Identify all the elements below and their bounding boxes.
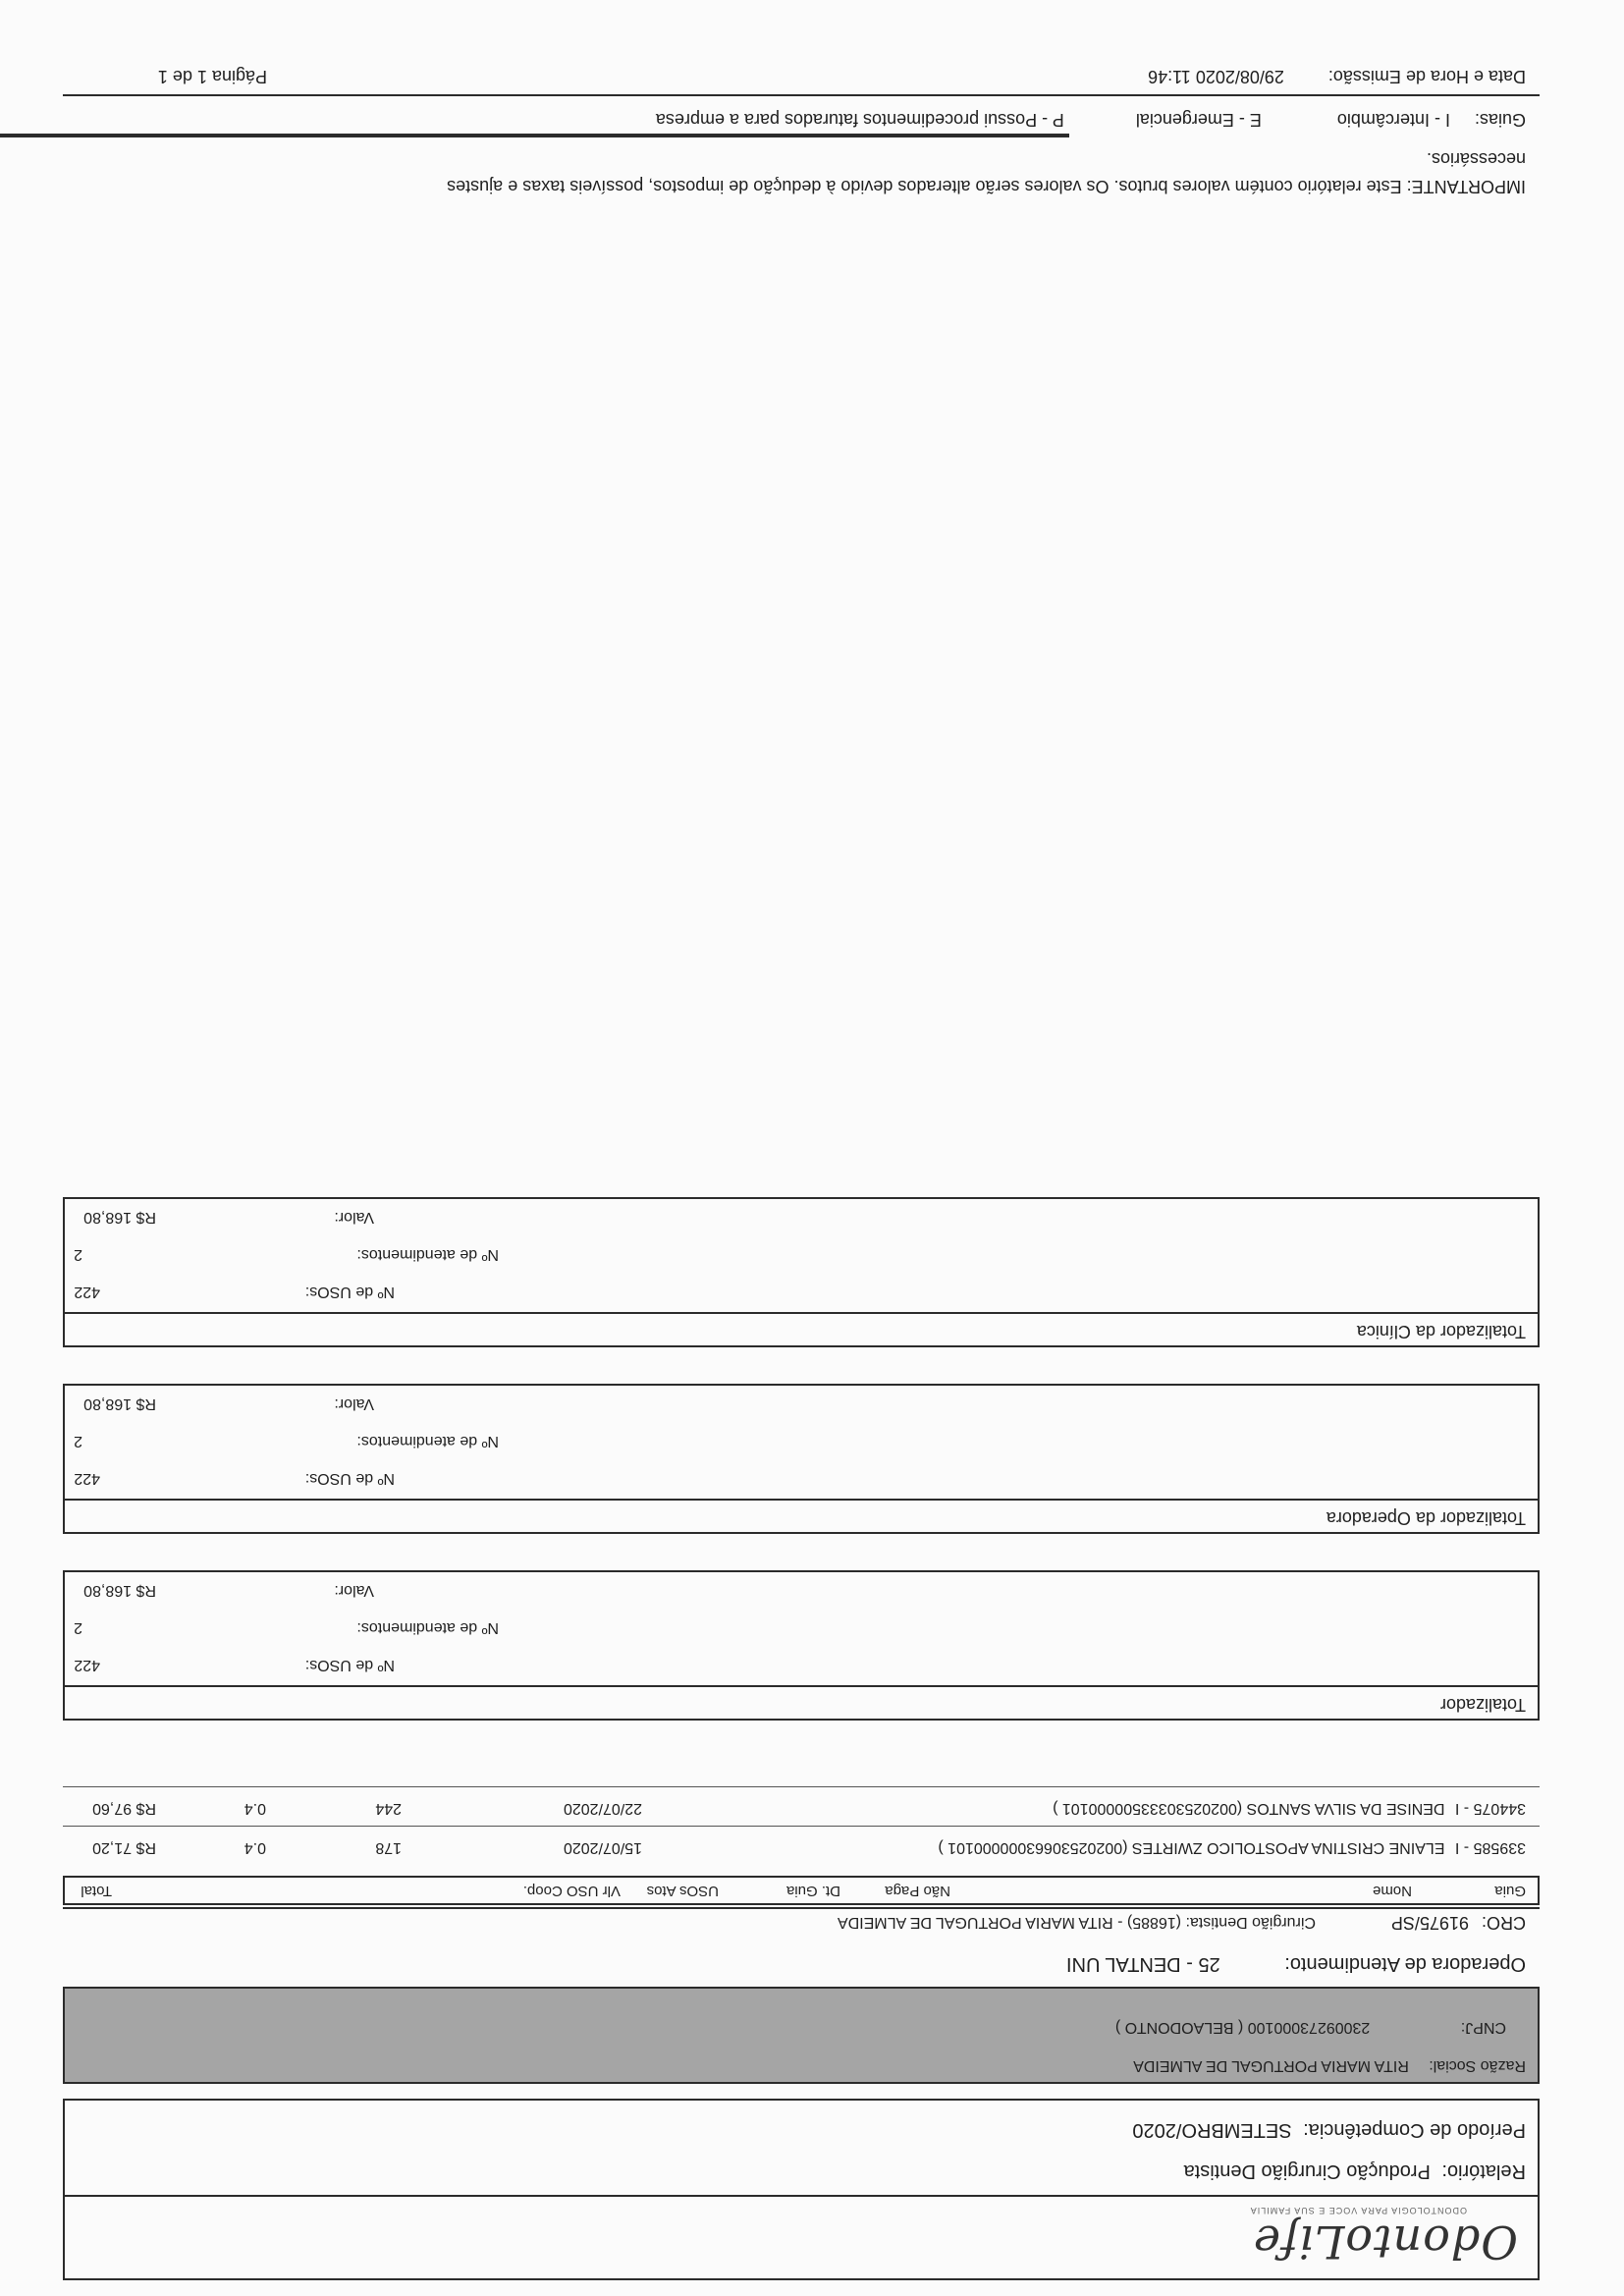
- row1-total: R$ 71,20: [92, 1839, 156, 1856]
- col-dt-guia: Dt. Guia: [785, 1883, 840, 1899]
- totalizador-operadora-atend-label: Nº de atendimentos:: [356, 1433, 499, 1449]
- footer-divider: [63, 94, 1540, 96]
- row1-guia-nome: [938, 1838, 1526, 1856]
- emissao-label: Data e Hora de Emissão:: [1327, 67, 1526, 86]
- periodo-value: SETEMBRO/2020: [1132, 2119, 1292, 2141]
- totalizador-valor-value: R$ 168,80: [83, 1582, 156, 1599]
- row2-total: R$ 97,60: [92, 1800, 156, 1817]
- cro-divider: [63, 1907, 1540, 1909]
- totalizador-usos-value: 422: [74, 1657, 100, 1673]
- razao-line: [1133, 2056, 1526, 2074]
- totalizador-atend-value: 2: [74, 1619, 82, 1636]
- relatorio-value: Produção Cirurgião Dentista: [1183, 2160, 1431, 2182]
- totalizador-clinica-valor-label: Valor:: [334, 1209, 374, 1226]
- totalizador-operadora-usos-label: Nº de USOs:: [304, 1470, 395, 1487]
- totalizador-valor-label: Valor:: [334, 1582, 374, 1599]
- row1-guia: 339585 - I: [1454, 1839, 1526, 1856]
- guia-intercambio: I - Intercâmbio: [1336, 110, 1450, 130]
- relatorio-line: [1184, 2159, 1526, 2182]
- logo-text: OdontoLife: [1252, 2215, 1518, 2269]
- totalizador-title: Totalizador: [1439, 1695, 1526, 1715]
- totalizador-operadora-atend-value: 2: [74, 1433, 82, 1449]
- row2-usos: 244: [375, 1800, 402, 1817]
- logo: [1113, 2204, 1526, 2274]
- cnpj-label: CNPJ:: [1460, 2019, 1506, 2036]
- guias-line: [656, 109, 1526, 130]
- totalizador-operadora-title: Totalizador da Operadora: [1326, 1508, 1526, 1528]
- totalizador-usos-label: Nº de USOs:: [304, 1657, 395, 1673]
- row2-nome: DENISE DA SILVA SANTOS (00202530333500000101 ): [1053, 1800, 1445, 1817]
- cirurgiao-label: Cirurgião Dentista:: [1185, 1914, 1316, 1931]
- totalizador-clinica-usos-value: 422: [74, 1284, 100, 1300]
- col-vlr-uso: Vlr USO Coop.: [522, 1883, 621, 1899]
- col-total: Total: [81, 1883, 112, 1899]
- cro-line: [1391, 1912, 1526, 1933]
- totalizador-operadora-valor-value: R$ 168,80: [83, 1395, 156, 1412]
- cro-label: CRO:: [1482, 1913, 1526, 1933]
- periodo-line: [1132, 2118, 1526, 2141]
- col-nome: Nome: [1372, 1883, 1412, 1899]
- page-number: Página 1 de 1: [157, 67, 267, 86]
- operadora-value: 25 - DENTAL UNI: [1066, 1953, 1220, 1975]
- row2-guia: 344075 - I: [1454, 1800, 1526, 1817]
- col-usos: USOs Atos: [646, 1883, 719, 1899]
- logo-tagline: ODONTOLOGIA PARA VOCE E SUA FAMILIA: [1249, 2206, 1467, 2215]
- emissao-value: 29/08/2020 11:46: [1148, 67, 1284, 86]
- importante-line-2: necessários.: [1426, 149, 1526, 169]
- col-nao-paga: Não Paga: [885, 1883, 950, 1899]
- totalizador-operadora-box: [63, 1384, 1540, 1534]
- emissao-line: [1148, 66, 1526, 86]
- totalizador-clinica-title: Totalizador da Clínica: [1356, 1322, 1526, 1341]
- row1-vlr: 0.4: [244, 1839, 266, 1856]
- guia-emergencial: E - Emergencial: [1135, 110, 1262, 130]
- row1-usos: 178: [375, 1839, 402, 1856]
- row2-vlr: 0.4: [244, 1800, 266, 1817]
- cirurgiao-value: (16885) - RITA MARIA PORTUGAL DE ALMEIDA: [838, 1914, 1182, 1931]
- row1-dt: 15/07/2020: [563, 1839, 642, 1856]
- operadora-line: [1066, 1952, 1526, 1975]
- razao-label: Razão Social:: [1429, 2057, 1526, 2074]
- totalizador-clinica-atend-label: Nº de atendimentos:: [356, 1246, 499, 1263]
- cnpj-line: [1115, 2018, 1506, 2036]
- totalizador-clinica-box: [63, 1197, 1540, 1347]
- cro-value: 91975/SP: [1390, 1913, 1469, 1933]
- guias-label: Guias:: [1474, 110, 1526, 130]
- totalizador-divider: [63, 1685, 1540, 1687]
- col-guia: Guia: [1494, 1883, 1526, 1899]
- relatorio-label: Relatório:: [1441, 2160, 1526, 2182]
- row2-divider: [63, 1786, 1540, 1787]
- totalizador-clinica-atend-value: 2: [74, 1246, 82, 1263]
- totalizador-clinica-valor-value: R$ 168,80: [83, 1209, 156, 1226]
- row2-dt: 22/07/2020: [563, 1800, 642, 1817]
- guia-empresa: P - Possui procedimentos faturados para a empresa: [655, 110, 1064, 130]
- operadora-label: Operadora de Atendimento:: [1284, 1953, 1526, 1975]
- periodo-label: Período de Competência:: [1303, 2119, 1526, 2141]
- totalizador-operadora-divider: [63, 1499, 1540, 1501]
- totalizador-atend-label: Nº de atendimentos:: [356, 1619, 499, 1636]
- totalizador-box: [63, 1570, 1540, 1721]
- razao-value: RITA MARIA PORTUGAL DE ALMEIDA: [1133, 2057, 1409, 2074]
- row1-divider: [63, 1826, 1540, 1827]
- cnpj-value: 23009273000100 ( BELAODONTO ): [1114, 2019, 1371, 2036]
- totalizador-operadora-usos-value: 422: [74, 1470, 100, 1487]
- cirurgiao-line: [838, 1913, 1316, 1931]
- header-box: [0, 134, 1069, 137]
- totalizador-clinica-divider: [63, 1312, 1540, 1314]
- totalizador-clinica-usos-label: Nº de USOs:: [304, 1284, 395, 1300]
- totalizador-operadora-valor-label: Valor:: [334, 1395, 374, 1412]
- row2-guia-nome: [1053, 1799, 1526, 1817]
- header-divider: [63, 2195, 1540, 2197]
- row1-nome: ELAINE CRISTINA APOSTOLICO ZWIRTES (00202530663000000101 ): [938, 1839, 1445, 1856]
- importante-line-1: IMPORTANTE: Este relatório contém valores brutos. Os valores serão alterados devido à dedução de impostos, possíveis taxas e ajustes: [447, 177, 1526, 196]
